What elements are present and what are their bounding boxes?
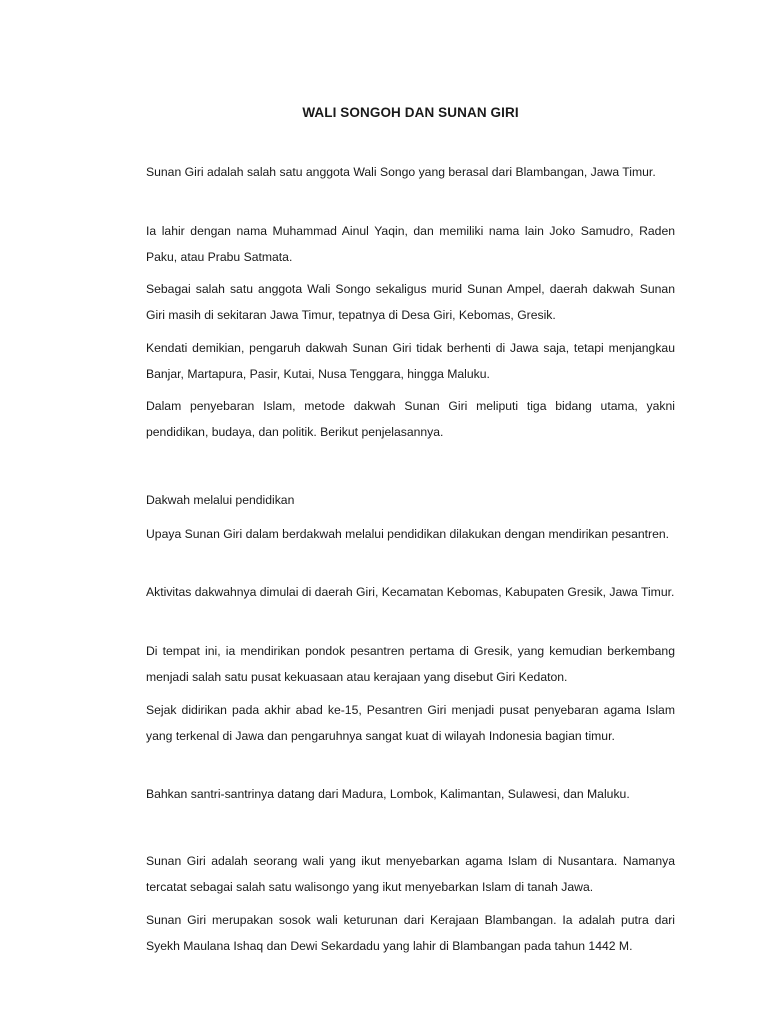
paragraph-2: Ia lahir dengan nama Muhammad Ainul Yaqin, dan memiliki nama lain Joko Samudro, Raden Paku, atau Prabu Satmata. bbox=[146, 224, 675, 264]
paragraph-5: Dalam penyebaran Islam, metode dakwah Sunan Giri meliputi tiga bidang utama, yakni pendidikan, budaya, dan politik. Berikut penjelasannya. bbox=[146, 399, 675, 439]
document-title: WALI SONGOH DAN SUNAN GIRI bbox=[302, 105, 519, 120]
section-paragraph-2: Aktivitas dakwahnya dimulai di daerah Giri, Kecamatan Kebomas, Kabupaten Gresik, Jawa Timur. bbox=[146, 585, 675, 599]
paragraph-1: Sunan Giri adalah salah satu anggota Wali Songo yang berasal dari Blambangan, Jawa Timur. bbox=[146, 165, 656, 179]
paragraph-3: Sebagai salah satu anggota Wali Songo sekaligus murid Sunan Ampel, daerah dakwah Sunan Giri masih di sekitaran Jawa Timur, tepatnya di Desa Giri, Kebomas, Gresik. bbox=[146, 282, 675, 322]
paragraph-4: Kendati demikian, pengaruh dakwah Sunan Giri tidak berhenti di Jawa saja, tetapi menjangkau Banjar, Martapura, Pasir, Kutai, Nusa Tenggara, hingga Maluku. bbox=[146, 341, 675, 381]
section-paragraph-5: Bahkan santri-santrinya datang dari Madura, Lombok, Kalimantan, Sulawesi, dan Maluku. bbox=[146, 787, 630, 801]
closing-paragraph-2: Sunan Giri merupakan sosok wali keturunan dari Kerajaan Blambangan. Ia adalah putra dari Syekh Maulana Ishaq dan Dewi Sekardadu yang lahir di Blambangan pada tahun 1442 M. bbox=[146, 913, 675, 953]
section-paragraph-4: Sejak didirikan pada akhir abad ke-15, Pesantren Giri menjadi pusat penyebaran agama Islam yang terkenal di Jawa dan pengaruhnya sangat kuat di wilayah Indonesia bagian timur. bbox=[146, 703, 675, 743]
section-paragraph-3: Di tempat ini, ia mendirikan pondok pesantren pertama di Gresik, yang kemudian berkembang menjadi salah satu pusat kekuasaan atau kerajaan yang disebut Giri Kedaton. bbox=[146, 644, 675, 684]
closing-paragraph-1: Sunan Giri adalah seorang wali yang ikut menyebarkan agama Islam di Nusantara. Namanya tercatat sebagai salah satu walisongo yang ikut menyebarkan Islam di tanah Jawa. bbox=[146, 854, 675, 894]
section-heading: Dakwah melalui pendidikan bbox=[146, 493, 295, 507]
section-paragraph-1: Upaya Sunan Giri dalam berdakwah melalui pendidikan dilakukan dengan mendirikan pesantren. bbox=[146, 527, 670, 541]
